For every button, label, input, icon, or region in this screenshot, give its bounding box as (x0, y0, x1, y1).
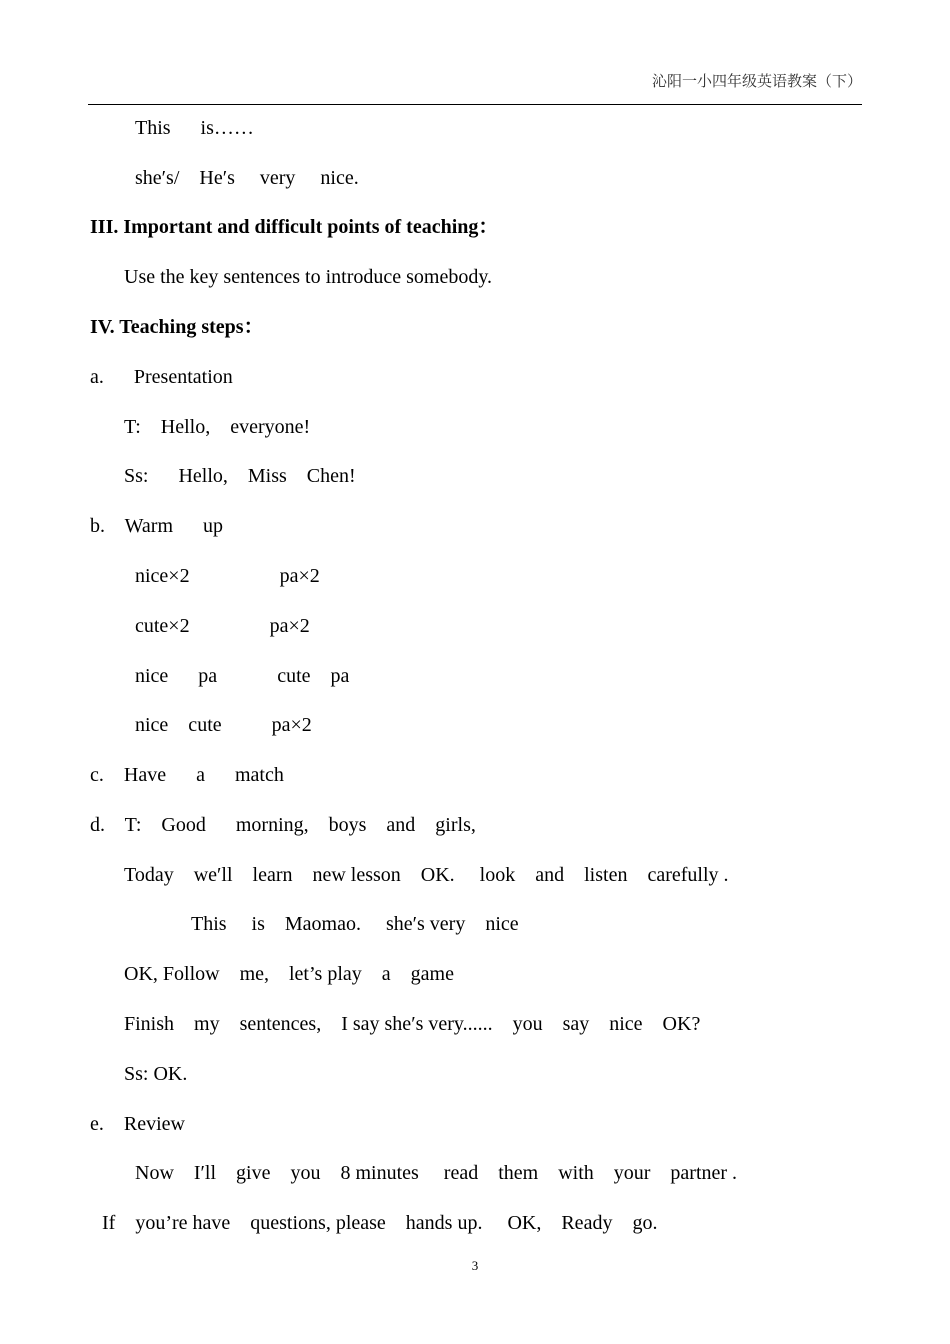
page-header (88, 68, 862, 105)
text-line-4: Use the key sentences to introduce somebody. (124, 266, 493, 288)
page-number: 3 (471, 1258, 479, 1273)
step-d: d. T: Good morning, boys and girls, (90, 814, 476, 836)
dialog-line: Finish my sentences, I say she′s very...... you say nice OK? (124, 1013, 701, 1035)
chant-line: nice×2 pa×2 (135, 565, 320, 587)
step-b: b. Warm up (90, 515, 224, 537)
chant-line: cute×2 pa×2 (135, 615, 310, 637)
dialog-line: If you’re have questions, please hands up. OK, Ready go. (102, 1212, 658, 1234)
dialog-line: OK, Follow me, let’s play a game (124, 963, 454, 985)
dialog-line: Ss: Hello, Miss Chen! (124, 465, 356, 487)
chant-line: nice cute pa×2 (135, 714, 312, 736)
text-line-1: This is…… (135, 117, 254, 139)
section-heading-4: IV. Teaching steps： (90, 316, 264, 338)
dialog-line: Today we′ll learn new lesson OK. look and listen carefully . (124, 864, 729, 886)
chant-line: nice pa cute pa (135, 665, 350, 687)
dialog-line: Ss: OK. (124, 1063, 188, 1085)
dialog-line: Now I′ll give you 8 minutes read them with your partner . (135, 1162, 738, 1184)
text-line-2: she′s/ He′s very nice. (135, 167, 359, 189)
step-a: a. Presentation (90, 366, 233, 388)
header-title: 沁阳一小四年级英语教案（下） (651, 72, 862, 90)
step-e: e. Review (90, 1113, 185, 1135)
section-heading-3: III. Important and difficult points of teaching： (90, 216, 499, 238)
dialog-line: This is Maomao. she′s very nice (191, 913, 519, 935)
step-c: c. Have a match (90, 764, 284, 786)
dialog-line: T: Hello, everyone! (124, 416, 311, 438)
